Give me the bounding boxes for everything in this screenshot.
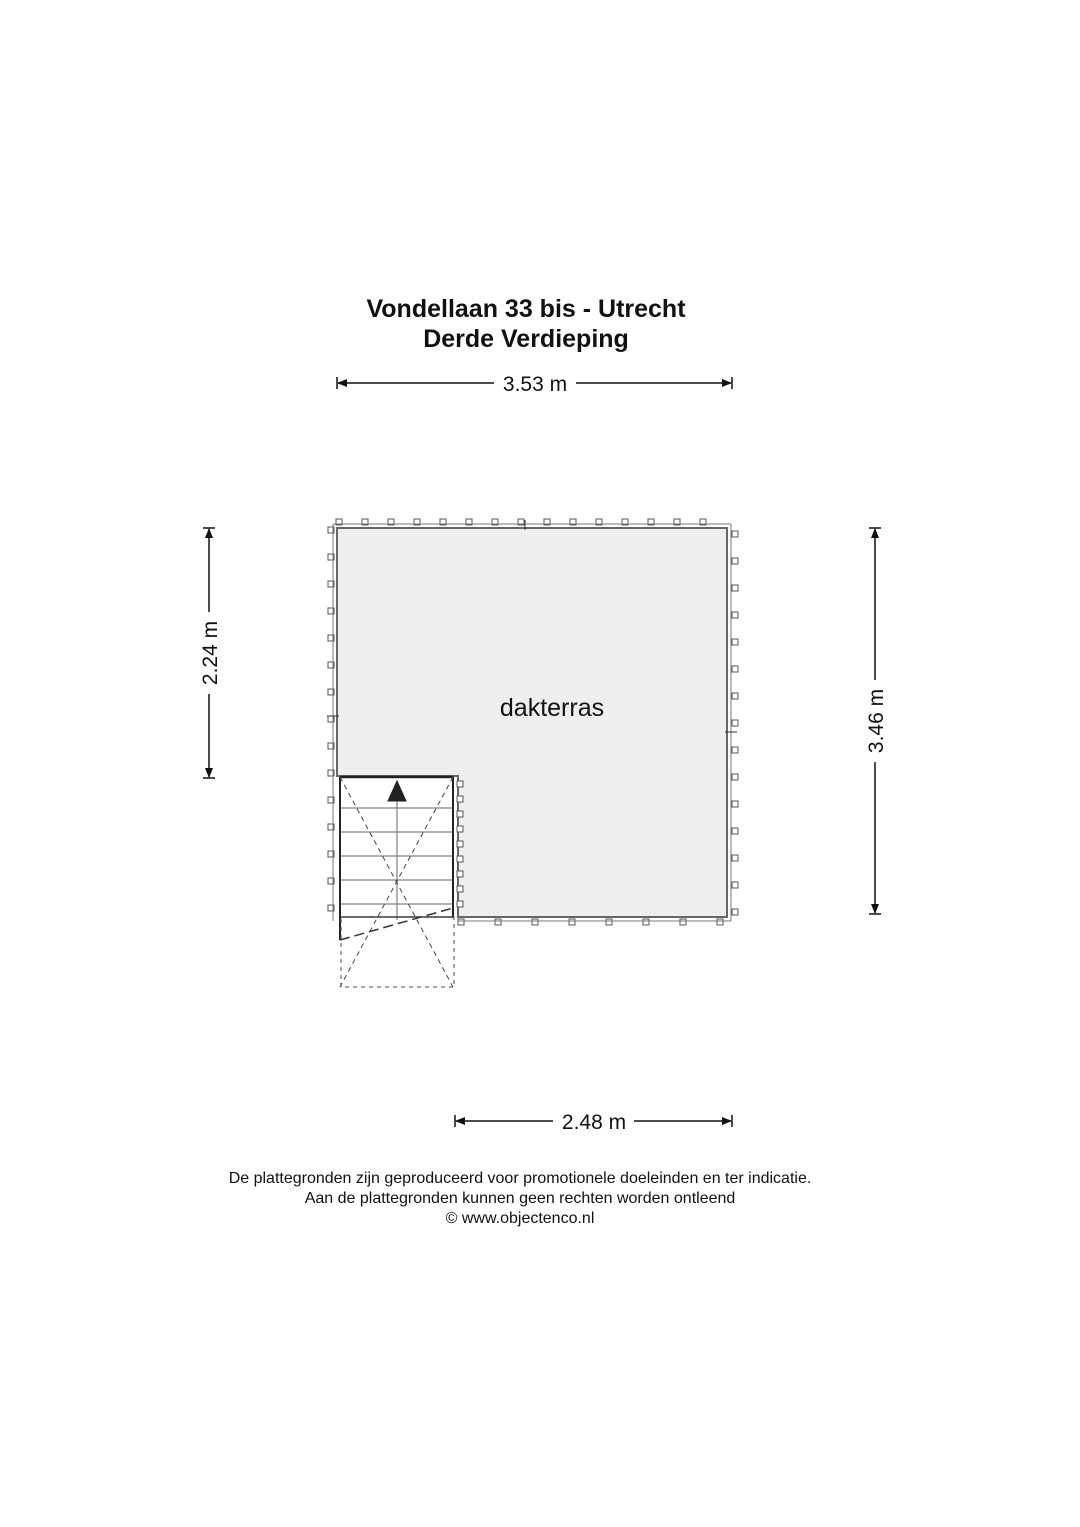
room-label-dakterras: dakterras xyxy=(499,694,605,722)
dimension-right xyxy=(865,528,888,914)
railing-post xyxy=(457,841,463,847)
dimension-left-label: 2.24 m xyxy=(199,620,222,686)
railing-post xyxy=(457,811,463,817)
railing-post xyxy=(643,919,649,925)
railing-post xyxy=(732,612,738,618)
railing-post xyxy=(457,886,463,892)
plan-title: Vondellaan 33 bis - Utrecht xyxy=(366,295,686,323)
railing-post xyxy=(458,919,464,925)
railing-post xyxy=(457,856,463,862)
copyright-line: © www.objectenco.nl xyxy=(445,1210,595,1227)
railing-post xyxy=(732,666,738,672)
dimension-top xyxy=(337,373,732,396)
dimension-top-label: 3.53 m xyxy=(502,373,568,396)
railing-post xyxy=(569,919,575,925)
dimension-bottom-label: 2.48 m xyxy=(561,1111,627,1134)
railing-post xyxy=(732,747,738,753)
disclaimer-line-2: Aan de plattegronden kunnen geen rechten worden ontleend xyxy=(304,1190,736,1207)
railing-post xyxy=(606,919,612,925)
dimension-left xyxy=(199,528,222,778)
railing-post xyxy=(732,720,738,726)
railing-post xyxy=(457,901,463,907)
dimension-bottom xyxy=(455,1111,732,1134)
dimension-right-label: 3.46 m xyxy=(865,688,888,754)
railing-post xyxy=(457,826,463,832)
railing-post xyxy=(680,919,686,925)
railing-post xyxy=(732,774,738,780)
railing-post xyxy=(732,585,738,591)
railing-post xyxy=(495,919,501,925)
staircase xyxy=(340,777,454,987)
railing-post xyxy=(457,781,463,787)
railing-post xyxy=(732,693,738,699)
railing-post xyxy=(732,882,738,888)
railing-post xyxy=(732,558,738,564)
railing-post xyxy=(732,531,738,537)
railing-post xyxy=(717,919,723,925)
plan-subtitle: Derde Verdieping xyxy=(423,325,629,353)
railing-post xyxy=(732,801,738,807)
railing-post xyxy=(457,871,463,877)
railing-post xyxy=(457,796,463,802)
railing-post xyxy=(732,828,738,834)
railing-post xyxy=(732,639,738,645)
railing-post xyxy=(732,855,738,861)
railing-post xyxy=(532,919,538,925)
disclaimer-line-1: De plattegronden zijn geproduceerd voor promotionele doeleinden en ter indicatie. xyxy=(228,1170,812,1187)
railing-post xyxy=(732,909,738,915)
